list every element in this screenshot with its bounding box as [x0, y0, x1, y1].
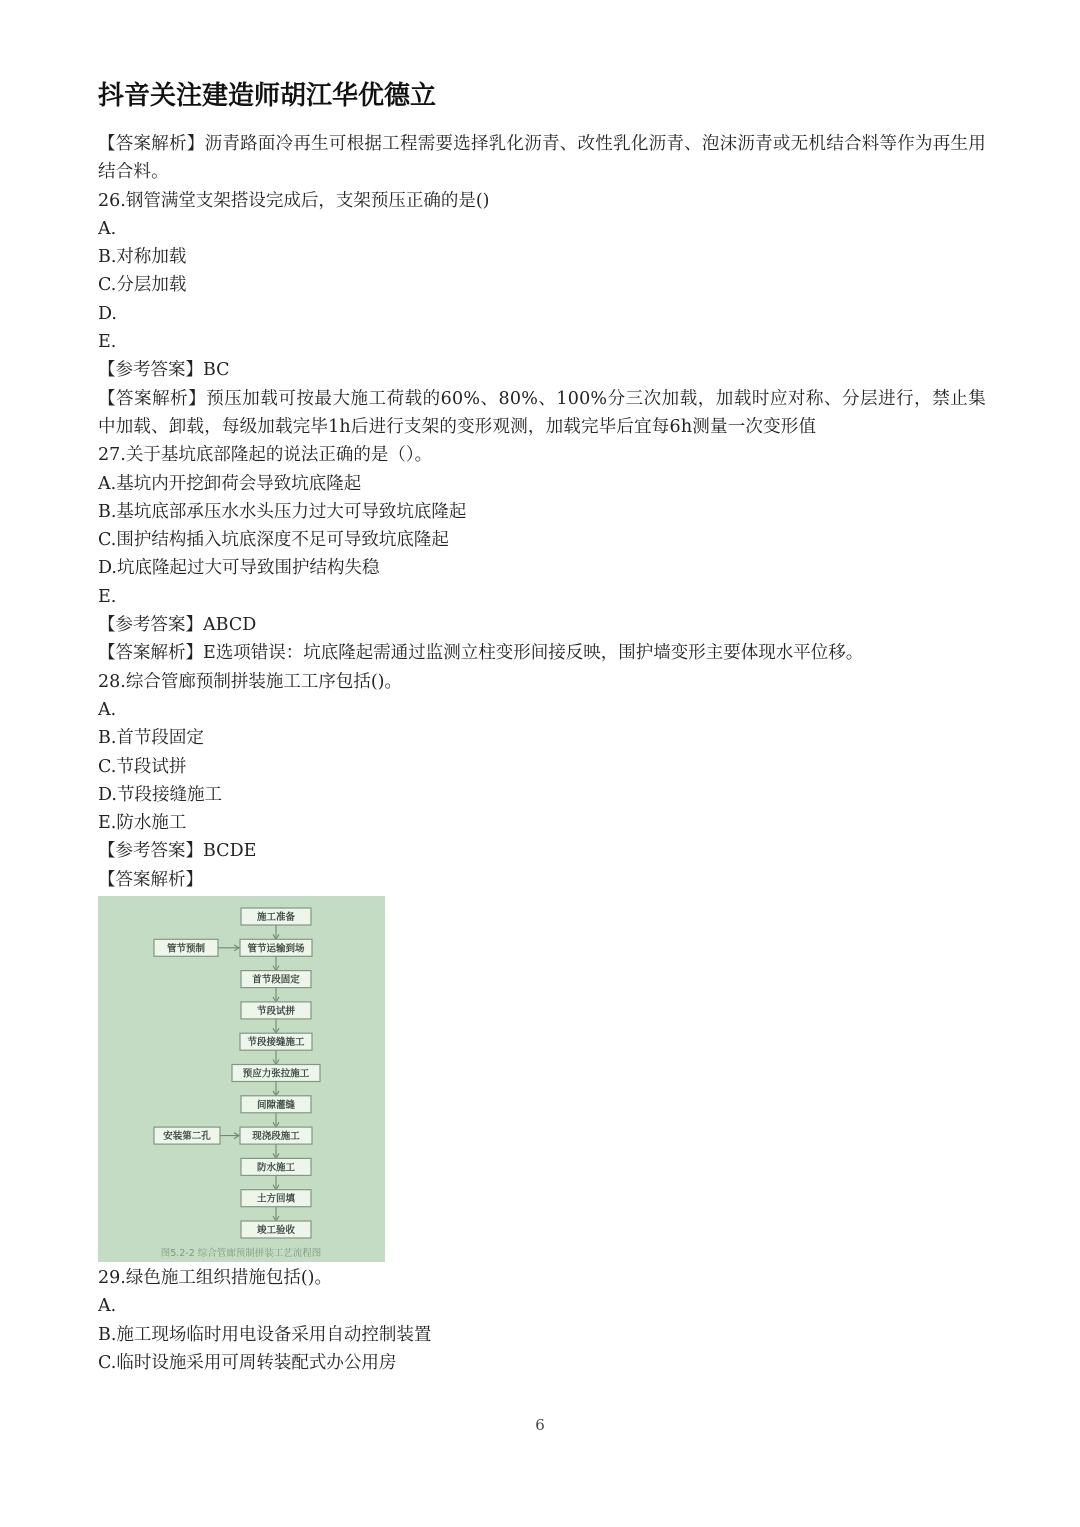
q26-option-d: D. [98, 303, 117, 324]
q27-option-b: B.基坑底部承压水水头压力过大可导致坑底隆起 [98, 501, 467, 522]
q26-option-c: C.分层加载 [98, 275, 187, 296]
q28-option-d: D.节段接缝施工 [98, 784, 222, 805]
flowchart-step-label: 现浇段施工 [252, 1131, 300, 1143]
flowchart-step-label: 节段接缝施工 [247, 1037, 305, 1049]
q26-option-a: A. [98, 218, 117, 239]
q29-stem: 29.绿色施工组织措施包括()。 [98, 1268, 332, 1289]
page-number: 6 [535, 1416, 545, 1434]
q28-option-c: C.节段试拼 [98, 756, 187, 777]
q27-stem: 27.关于基坑底部隆起的说法正确的是（）。 [98, 445, 433, 466]
flowchart-side-label: 管节预制 [166, 943, 206, 955]
q28-stem: 28.综合管廊预制拼装施工工序包括()。 [98, 671, 402, 692]
flowchart-caption: 图5.2-2 综合管廊预制拼装工艺流程图 [160, 1248, 322, 1260]
flowchart-svg [98, 896, 385, 1262]
q29-option-b: B.施工现场临时用电设备采用自动控制装置 [98, 1324, 432, 1345]
q27-explanation: 【答案解析】E选项错误：坑底隆起需通过监测立柱变形间接反映，围护墙变形主要体现水平位移。 [98, 643, 864, 664]
intro-explanation: 【答案解析】沥青路面冷再生可根据工程需要选择乳化沥青、改性乳化沥青、泡沫沥青或无机结合料等作为再生用结合料。 [98, 134, 986, 183]
q28-option-e: E.防水施工 [98, 813, 187, 834]
q28-option-b: B.首节段固定 [98, 728, 204, 749]
flowchart-step-label: 管节运输到场 [247, 943, 305, 955]
flowchart-step-label: 间隙灌缝 [256, 1099, 296, 1111]
q26-option-b: B.对称加载 [98, 247, 187, 268]
flowchart-step-label: 节段试拼 [256, 1005, 296, 1017]
q27-answer: 【参考答案】ABCD [98, 615, 257, 636]
flowchart-step-label: 土方回填 [256, 1193, 296, 1205]
q26-stem: 26.钢管满堂支架搭设完成后，支架预压正确的是() [98, 190, 490, 211]
flowchart-side-label: 安装第二孔 [163, 1131, 211, 1143]
q26-answer: 【参考答案】BC [98, 360, 230, 381]
flowchart-figure [98, 896, 385, 1262]
flowchart-step-label: 防水施工 [256, 1162, 296, 1174]
q29-option-a: A. [98, 1296, 117, 1317]
q26-option-e: E. [98, 332, 117, 353]
q27-option-d: D.坑底隆起过大可导致围护结构失稳 [98, 558, 380, 579]
q26-explanation: 【答案解析】预压加载可按最大施工荷载的60%、80%、100%分三次加载，加载时应对称、分层进行，禁止集中加载、卸载，每级加载完毕1h后进行支架的变形观测，加载完毕后宜每6h测量一次变形值 [98, 388, 986, 437]
flowchart-step-label: 预应力张拉施工 [242, 1068, 310, 1080]
q29-option-c: C.临时设施采用可周转装配式办公用房 [98, 1352, 397, 1373]
flowchart-step-label: 施工准备 [256, 912, 296, 924]
document-body [98, 130, 986, 1377]
q27-option-e: E. [98, 586, 117, 607]
q28-option-a: A. [98, 699, 117, 720]
q27-option-a: A.基坑内开挖卸荷会导致坑底隆起 [98, 473, 362, 494]
page-title: 抖音关注建造师胡江华优德立 [98, 81, 437, 111]
q28-answer: 【参考答案】BCDE [98, 841, 257, 862]
q28-explanation: 【答案解析】 [98, 869, 203, 890]
flowchart-step-label: 首节段固定 [252, 974, 300, 986]
q27-option-c: C.围护结构插入坑底深度不足可导致坑底隆起 [98, 530, 449, 551]
flowchart-step-label: 竣工验收 [256, 1225, 296, 1237]
